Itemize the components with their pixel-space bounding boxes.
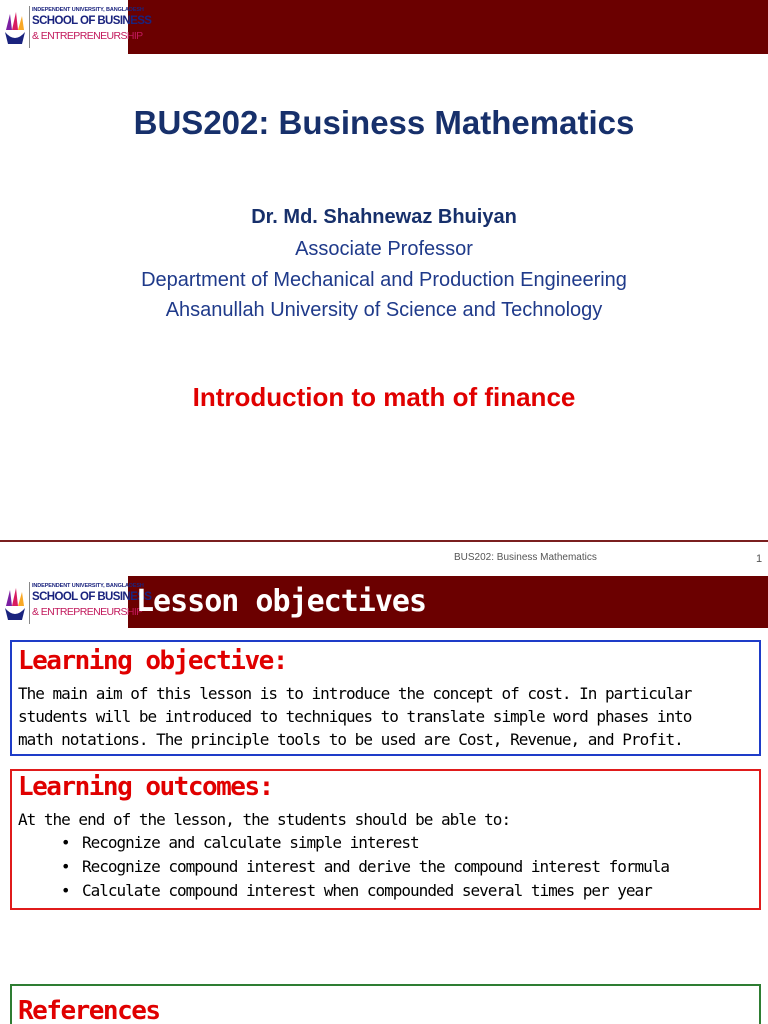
- objective-line: math notations. The principle tools to be used are Cost, Revenue, and Profit.: [18, 730, 683, 749]
- logo-entrepreneurship: & ENTREPRENEURSHIP: [32, 30, 143, 42]
- learning-objective-heading: Learning objective:: [18, 646, 287, 676]
- outcome-text: Calculate compound interest when compounded several times per year: [82, 881, 652, 900]
- header-bar: [0, 0, 768, 54]
- bullet-icon: •: [61, 833, 70, 852]
- list-item: [58, 831, 669, 855]
- logo-entrepreneurship: & ENTREPRENEURSHIP: [32, 606, 143, 618]
- list-item: [58, 855, 669, 879]
- logo-divider: [29, 6, 30, 48]
- objective-line: students will be introduced to techniques to translate simple word phases into: [18, 707, 692, 726]
- page-number: 1: [756, 553, 763, 565]
- course-title: BUS202: Business Mathematics: [133, 104, 635, 141]
- list-item: [58, 879, 669, 903]
- footer-course-title: BUS202: Business Mathematics: [454, 552, 597, 563]
- outcome-text: Recognize compound interest and derive the compound interest formula: [82, 857, 670, 876]
- slide-title: Lesson objectives: [136, 584, 427, 619]
- bullet-icon: •: [61, 857, 70, 876]
- references-box: [10, 984, 761, 1024]
- school-logo: [0, 0, 152, 54]
- logo-school: SCHOOL OF BUSINESS: [32, 591, 152, 603]
- slide-divider-line: [0, 540, 768, 542]
- author-department: Department of Mechanical and Production Engineering: [141, 269, 627, 291]
- learning-outcomes-heading: Learning outcomes:: [18, 772, 273, 802]
- bullet-icon: •: [61, 881, 70, 900]
- learning-outcomes-box: [10, 769, 761, 910]
- references-heading: References: [18, 996, 160, 1024]
- slide-gap: [0, 540, 768, 576]
- torch-logo-icon: [2, 10, 28, 46]
- header-bar: [0, 576, 768, 628]
- objective-line: The main aim of this lesson is to introduce the concept of cost. In particular: [18, 684, 692, 703]
- logo-divider: [29, 582, 30, 624]
- logo-university: INDEPENDENT UNIVERSITY, BANGLADESH: [32, 7, 144, 13]
- author-university: Ahsanullah University of Science and Technology: [165, 299, 603, 321]
- author-position: Associate Professor: [295, 238, 473, 260]
- logo-school: SCHOOL OF BUSINESS: [32, 15, 152, 27]
- torch-logo-icon: [2, 586, 28, 622]
- lecture-subtitle: Introduction to math of finance: [192, 382, 576, 412]
- school-logo: [0, 576, 152, 628]
- logo-university: INDEPENDENT UNIVERSITY, BANGLADESH: [32, 583, 144, 589]
- author-name: Dr. Md. Shahnewaz Bhuiyan: [251, 206, 517, 228]
- outcomes-list: [58, 831, 669, 903]
- learning-objective-text: [18, 682, 691, 751]
- learning-objective-box: [10, 640, 761, 756]
- outcome-text: Recognize and calculate simple interest: [82, 833, 419, 852]
- slide-2: [0, 576, 768, 1024]
- learning-outcomes-intro: At the end of the lesson, the students should be able to:: [18, 810, 511, 829]
